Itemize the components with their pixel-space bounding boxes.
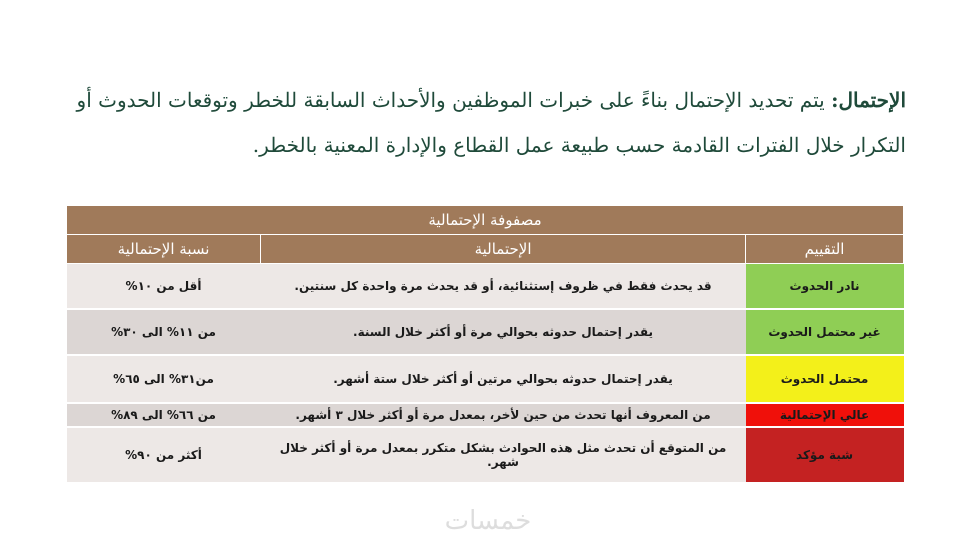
probability-cell: من المعروف أنها تحدث من حين لأخر، بمعدل مرة أو أكثر خلال ٣ أشهر.	[261, 403, 746, 427]
table-row	[67, 403, 904, 427]
header-probability: الإحتمالية	[261, 235, 746, 264]
table-row	[67, 355, 904, 403]
rating-cell: محتمل الحدوث	[746, 355, 904, 403]
rating-cell: غير محتمل الحدوث	[746, 309, 904, 355]
percentage-cell: من٣١% الى ٦٥%	[67, 355, 261, 403]
probability-matrix-table	[66, 205, 904, 484]
percentage-cell: من ١١% الى ٣٠%	[67, 309, 261, 355]
probability-cell: يقدر إحتمال حدوثه بحوالي مرتين أو أكثر خلال ستة أشهر.	[261, 355, 746, 403]
percentage-cell: أقل من ١٠%	[67, 264, 261, 310]
intro-label: الإحتمال:	[831, 88, 906, 112]
intro-paragraph	[60, 78, 906, 168]
table-row	[67, 427, 904, 483]
probability-cell: يقدر إحتمال حدوثه بحوالي مرة أو أكثر خلال السنة.	[261, 309, 746, 355]
rating-cell: شبة مؤكد	[746, 427, 904, 483]
rating-cell: نادر الحدوث	[746, 264, 904, 310]
matrix-title: مصفوفة الإحتمالية	[67, 206, 904, 235]
probability-cell: من المتوقع أن تحدث مثل هذه الحوادث بشكل متكرر بمعدل مرة أو أكثر خلال شهر.	[261, 427, 746, 483]
rating-cell: عالي الإحتمالية	[746, 403, 904, 427]
watermark-logo: خمسات	[444, 506, 532, 536]
header-rating: التقييم	[746, 235, 904, 264]
percentage-cell: أكثر من ٩٠%	[67, 427, 261, 483]
table-row	[67, 264, 904, 310]
intro-text: يتم تحديد الإحتمال بناءً على خبرات الموظفين والأحداث السابقة للخطر وتوقعات الحدوث أو التكرار خلال الفترات القادمة حسب طبيعة عمل القطاع والإدارة المعنية بالخطر.	[76, 88, 906, 157]
percentage-cell: من ٦٦% الى ٨٩%	[67, 403, 261, 427]
header-percentage: نسبة الإحتمالية	[67, 235, 261, 264]
probability-cell: قد يحدث فقط في ظروف إستثنائية، أو قد يحدث مرة واحدة كل سنتين.	[261, 264, 746, 310]
table-row	[67, 309, 904, 355]
